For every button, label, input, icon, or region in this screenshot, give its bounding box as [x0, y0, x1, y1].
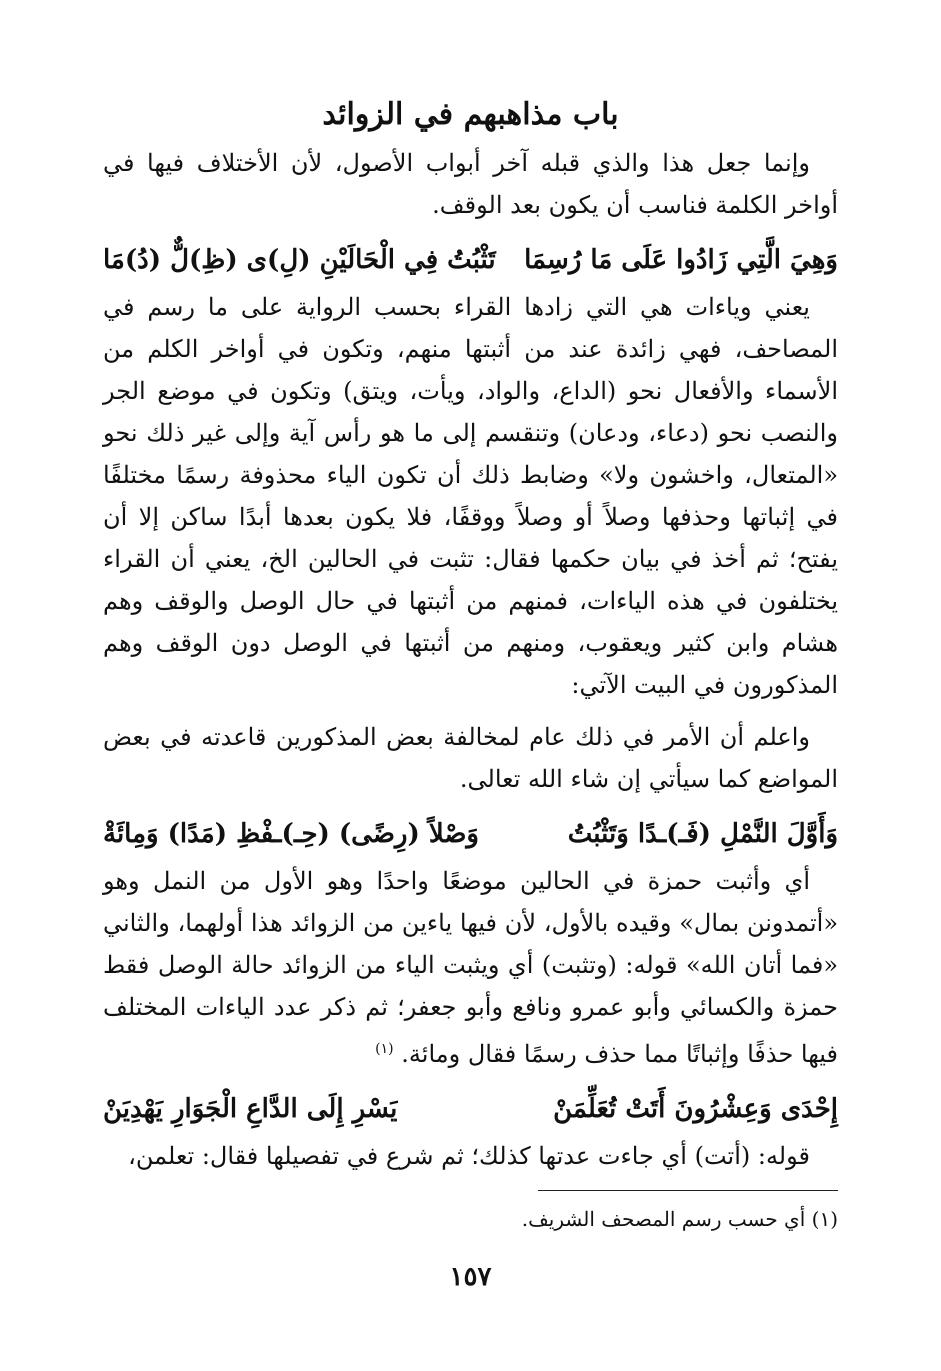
verse-2-right-hemistich: وَأَوَّلَ النَّمْلِ (فَـ)ـدًا وَتَثْبُتُ	[567, 819, 838, 849]
commentary-paragraph-1: يعني وياءات هي التي زادها القراء بحسب الرواية على ما رسم في المصاحف، فهي زائدة عند من أثبتها منهم، وتكون في أواخر الكلم من الأسماء والأفعال نحو (الداع، والواد، ويأت، ويتق) وتكون في موضع الجر والنصب نحو (دعاء، ودعان) وتنقسم إلى ما هو رأس آية وإلى غير ذلك نحو «المتعال، واخشون ولا» وضابط ذلك أن تكون الياء محذوفة رسمًا مختلفًا في إثباتها وحذفها وصلاً أو وصلاً ووقفًا، فلا يكون بعدها أبدًا ساكن إلا أن يفتح؛ ثم أخذ في بيان حكمها فقال: تثبت في الحالين الخ، يعني أن القراء يختلفون في هذه الياءات، فمنهم من أثبتها في حال الوصل والوقف وهم هشام وابن كثير ويعقوب، ومنهم من أثبتها في الوصل دون الوقف وهم المذكورون في البيت الآتي:	[103, 293, 838, 699]
footnote-divider	[538, 1190, 838, 1191]
page-body	[103, 94, 838, 1177]
commentary-paragraph-2: واعلم أن الأمر في ذلك عام لمخالفة بعض المذكورين قاعدته في بعض المواضع كما سيأتي إن شاء الله تعالى.	[103, 723, 838, 793]
verse-1-right-hemistich: وَهِيَ الَّتِي زَادُوا عَلَى مَا رُسِمَا	[524, 245, 838, 275]
footnote-marker: (١)	[375, 1041, 394, 1057]
verse-3-right-hemistich: إِحْدَى وَعِشْرُونَ أَتَتْ تُعَلِّمَنْ	[553, 1094, 838, 1124]
page-number: ١٥٧	[449, 1262, 492, 1292]
commentary-paragraph-3	[103, 860, 838, 1075]
commentary-paragraph-3-text: أي وأثبت حمزة في الحالين موضعًا واحدًا وهو الأول من النمل وهو «أتمدونن بمال» وقيده بالأول، لأن فيها ياءين من الزوائد هذا أولهما، والثاني «فما أتان الله» قوله: (وتثبت) أي ويثبت الياء من الزوائد حالة الوصل فقط حمزة والكسائي وأبو عمرو ونافع وأبو جعفر؛ ثم ذكر عدد الياءات المختلف فيها حذفًا وإثباتًا مما حذف رسمًا فقال ومائة.	[103, 867, 839, 1068]
footnote: (١) أي حسب رسم المصحف الشريف.	[521, 1207, 838, 1231]
verse-1-left-hemistich: تَثْبُتُ فِي الْحَالَيْنِ (لِ)ى (ظِ)لٌّ (دُ)مَا	[103, 245, 496, 275]
verse-2-left-hemistich: وَصْلاً (رِضًى) (حِـ)ـفْظِ (مَدًا) وَمِائَةْ	[103, 819, 479, 849]
verse-line-1	[103, 238, 838, 282]
verse-3-left-hemistich: يَسْرِ إِلَى الدَّاعِ الْجَوَارِ يَهْدِيَنْ	[103, 1094, 398, 1124]
intro-paragraph: وإنما جعل هذا والذي قبله آخر أبواب الأصول، لأن الأختلاف فيها في أواخر الكلمة فناسب أن يكون بعد الوقف.	[103, 149, 838, 219]
chapter-title: باب مذاهبهم في الزوائد	[322, 97, 619, 132]
verse-line-2	[103, 812, 838, 856]
verse-line-3	[103, 1087, 838, 1131]
commentary-paragraph-4: قوله: (أتت) أي جاءت عدتها كذلك؛ ثم شرع في تفصيلها فقال: تعلمن،	[128, 1142, 810, 1170]
